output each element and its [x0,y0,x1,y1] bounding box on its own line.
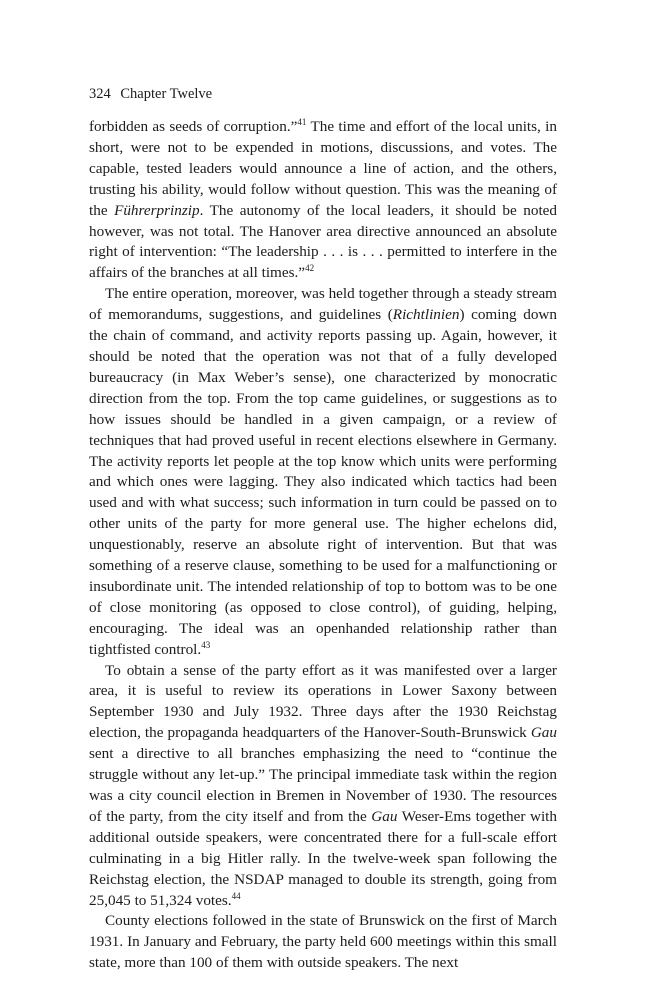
chapter-title: Chapter Twelve [120,86,213,102]
paragraph-4 [89,911,557,974]
page-number: 324 [89,86,111,102]
text-span: The time and effort of the local units, in short, were not to be expended in motions, discussions, and votes. The capable, tested leaders would announce a line of action, and the others, trusting his ability, would follow without question. This was the meaning of the [89,118,557,219]
footnote-ref-43: 43 [201,639,211,650]
footnote-ref-42: 42 [305,263,315,274]
text-span: Weser-Ems together with additional outside speakers, were concentrated there for a full-scale effort culminating in a big Hitler rally. In the twelve-week span following the Reichstag election, the NSDAP managed to double its strength, going from 25,045 to 51,324 votes. [89,807,557,909]
paragraph-3 [89,661,557,912]
emphasis-gau: Gau [371,807,398,825]
emphasis-gau: Gau [530,724,557,742]
emphasis-fuhrerprinzip: Führerprinzip [114,201,200,219]
text-span: To obtain a sense of the party effort as it was manifested over a larger area, it is useful to review its operations in Lower Saxony between September 1930 and July 1932. Three days after the 1930 Reichstag election, the propaganda headquarters of the Hanover-South-Brunswick [89,661,557,742]
text-span: sent a directive to all branches emphasizing the need to “continue the struggle without any let-up.” The principal immediate task within the region was a city council election in Bremen in November of 1930. The resources of the party, from the city itself and from the [89,745,557,825]
emphasis-richtlinien: Richtlinien [392,306,460,324]
footnote-ref-41: 41 [297,117,307,127]
text-span: County elections followed in the state of Brunswick on the first of March 1931. In January and February, the party held 600 meetings within this small state, more than 100 of them with outside speakers. The next [89,912,557,972]
text-span: forbidden as seeds of corruption.” [89,118,298,135]
paragraph-1 [89,117,557,284]
footnote-ref-44: 44 [231,890,241,901]
book-page [89,86,557,974]
text-span: . The autonomy of the local leaders, it should be noted however, was not total. The Hanover area directive announced an absolute right of intervention: “The leadership . . . is . . . permitted to interfere in the affairs of the branches at all times.” [89,201,557,282]
paragraph-2 [89,284,557,660]
running-head [89,86,557,103]
text-span: The entire operation, moreover, was held together through a steady stream of memorandums, suggestions, and guidelines ( [89,285,557,324]
text-span: ) coming down the chain of command, and activity reports passing up. Again, however, it should be noted that the operation was not that of a fully developed bureaucracy (in Max Weber’s sense), one characterized by monocratic direction from the top. From the top came guidelines, or suggestions as to how issues should be handled in a given campaign, or a review of techniques that had proved useful in recent elections elsewhere in Germany. The activity reports let people at the top know which units were performing and which ones were lagging. They also indicated which tactics had been used and with what success; such information in turn could be passed on to other units of the party for more general use. The higher echelons did, unquestionably, reserve an absolute right of intervention. But that was something of a reserve clause, something to be used for a malfunctioning or insubordinate unit. The intended relationship of top to bottom was to be one of close monitoring (as opposed to close control), of guiding, helping, encouraging. The ideal was an openhanded relationship rather than tightfisted control. [89,306,557,658]
